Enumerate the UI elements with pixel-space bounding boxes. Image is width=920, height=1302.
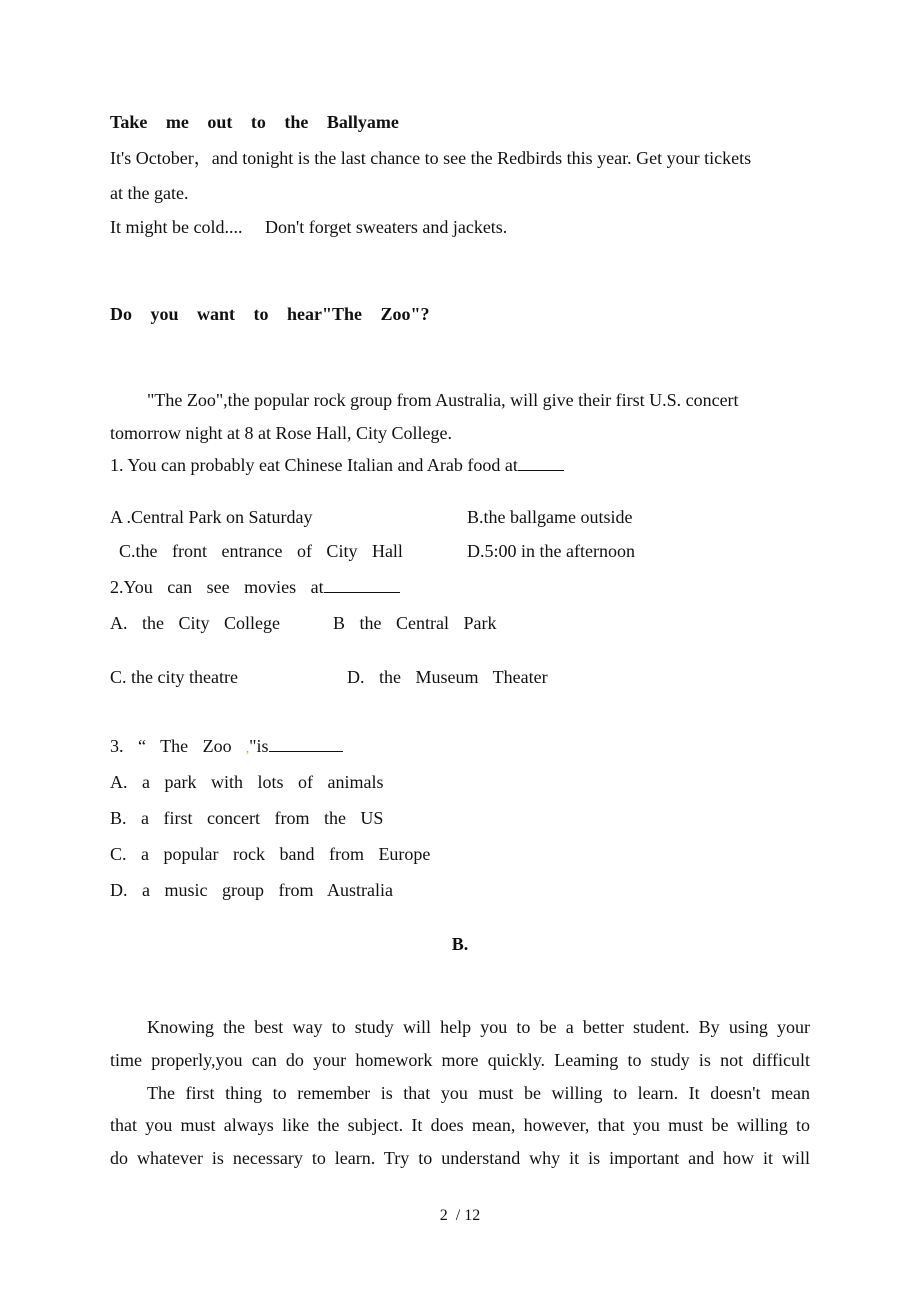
- notice1-line2: at the gate.: [110, 183, 189, 203]
- edit-mark: ,: [246, 741, 250, 755]
- answer-blank: [269, 735, 343, 752]
- section-b-p2-line1: The first thing to remember is that you must be willing to learn. It doesn't mean: [147, 1083, 810, 1103]
- section-b-p1-line2: time properly,you can do your homework more quickly. Leaming to study is not difficult: [110, 1050, 810, 1070]
- q1-stem: 1. You can probably eat Chinese Italian and Arab food at: [110, 454, 564, 476]
- q3-option-d: D. a music group from Australia: [110, 880, 393, 900]
- q2-option-c: C. the city theatre: [110, 667, 238, 687]
- section-b-p2-line3: do whatever is necessary to learn. Try to understand why it is important and how it will: [110, 1148, 810, 1168]
- answer-blank: [324, 576, 400, 593]
- q3-stem: 3. “ The Zoo ,"is: [110, 735, 343, 759]
- q2-option-d: D. the Museum Theater: [347, 667, 548, 687]
- q1-option-d: D.5:00 in the afternoon: [467, 541, 635, 561]
- notice1-line1: It's October，and tonight is the last chance to see the Redbirds this year. Get your tickets: [110, 148, 752, 168]
- q1-option-a: A .Central Park on Saturday: [110, 507, 313, 527]
- notice1-line3: It might be cold.... Don't forget sweaters and jackets.: [110, 217, 508, 237]
- q1-option-b: B.the ballgame outside: [467, 507, 633, 527]
- notice2-line1: "The Zoo",the popular rock group from Australia, will give their first U.S. concert: [147, 390, 739, 410]
- page-number: 2 / 12: [439, 1207, 481, 1224]
- answer-blank: [518, 454, 564, 471]
- q1-option-c: C.the front entrance of City Hall: [119, 541, 403, 561]
- notice1-title: Take me out to the Ballyame: [110, 112, 399, 132]
- q2-option-a: A. the City College: [110, 613, 280, 633]
- section-b-heading: B.: [451, 934, 469, 954]
- q3-option-c: C. a popular rock band from Europe: [110, 844, 431, 864]
- section-b-p2-line2: that you must always like the subject. It does mean, however, that you must be willing to: [110, 1115, 810, 1135]
- section-b-p1-line1: Knowing the best way to study will help you to be a better student. By using your: [147, 1017, 810, 1037]
- q3-option-b: B. a first concert from the US: [110, 808, 384, 828]
- q3-option-a: A. a park with lots of animals: [110, 772, 384, 792]
- notice2-line2: tomorrow night at 8 at Rose Hall, City College.: [110, 423, 452, 443]
- q2-stem: 2.You can see movies at: [110, 576, 400, 598]
- notice2-title: Do you want to hear"The Zoo"?: [110, 304, 430, 324]
- q2-option-b: B the Central Park: [333, 613, 497, 633]
